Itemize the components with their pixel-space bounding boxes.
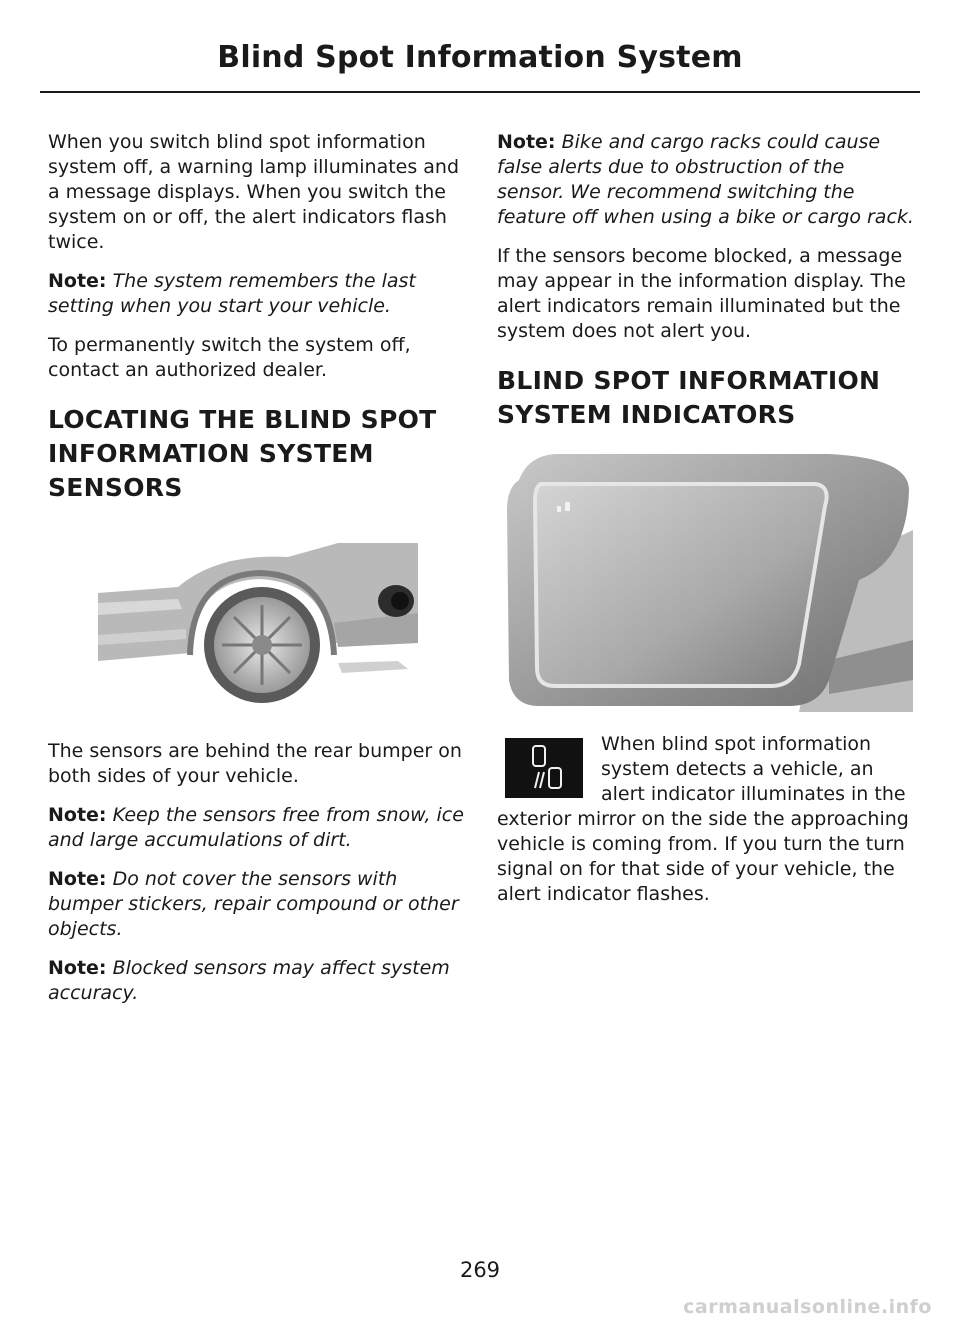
blind-spot-indicator-icon — [505, 738, 583, 798]
watermark: carmanualsonline.info — [683, 1296, 932, 1318]
paragraph-sensors-blocked: If the sensors become blocked, a message may appear in the information display. The alert indicators remain illuminated but the system does not alert you. — [497, 245, 906, 342]
note-text: Bike and cargo racks could cause false alerts due to obstruction of the sensor. We recommend switching the feature off when using a bike or cargo rack. — [497, 131, 914, 228]
note-label: Note: — [48, 270, 107, 292]
exterior-mirror-illustration — [499, 450, 913, 712]
note-label: Note: — [48, 868, 107, 890]
note-label: Note: — [48, 957, 107, 979]
note-text: Blocked sensors may affect system accuracy. — [48, 957, 450, 1004]
note-remember-setting — [48, 269, 468, 319]
note-keep-clean — [48, 803, 468, 853]
left-column — [48, 130, 468, 1020]
paragraph-sensor-location: The sensors are behind the rear bumper on both sides of your vehicle. — [48, 740, 462, 787]
page-number: 269 — [459, 1258, 501, 1282]
paragraph-indicator-alert: When blind spot information system detects a vehicle, an alert indicator illuminates in the exterior mirror on the side the approaching vehicle is coming from. If you turn the turn signal on for that side of your vehicle, the alert indicator flashes. — [497, 733, 909, 905]
note-text: The system remembers the last setting when you start your vehicle. — [48, 270, 416, 317]
note-bike-racks — [497, 130, 917, 230]
indicator-description — [497, 732, 917, 907]
page-title: Blind Spot Information System — [217, 40, 743, 75]
note-blocked-sensors — [48, 956, 468, 1006]
paragraph-switch-off: When you switch blind spot information system off, a warning lamp illuminates and a message displays. When you switch the system on or off, the alert indicators flash twice. — [48, 131, 460, 253]
note-text: Keep the sensors free from snow, ice and large accumulations of dirt. — [48, 804, 464, 851]
section-heading-sensors: LOCATING THE BLIND SPOT INFORMATION SYSTEM SENSORS — [48, 405, 437, 502]
note-do-not-cover — [48, 867, 468, 942]
right-column — [497, 130, 917, 921]
section-heading-indicators: BLIND SPOT INFORMATION SYSTEM INDICATORS — [497, 366, 881, 429]
note-label: Note: — [48, 804, 107, 826]
header-divider — [40, 91, 920, 93]
rear-wheel-sensor-illustration — [98, 543, 418, 709]
note-label: Note: — [497, 131, 556, 153]
note-text: Do not cover the sensors with bumper stickers, repair compound or other objects. — [48, 868, 459, 940]
paragraph-permanent-off: To permanently switch the system off, contact an authorized dealer. — [48, 334, 411, 381]
